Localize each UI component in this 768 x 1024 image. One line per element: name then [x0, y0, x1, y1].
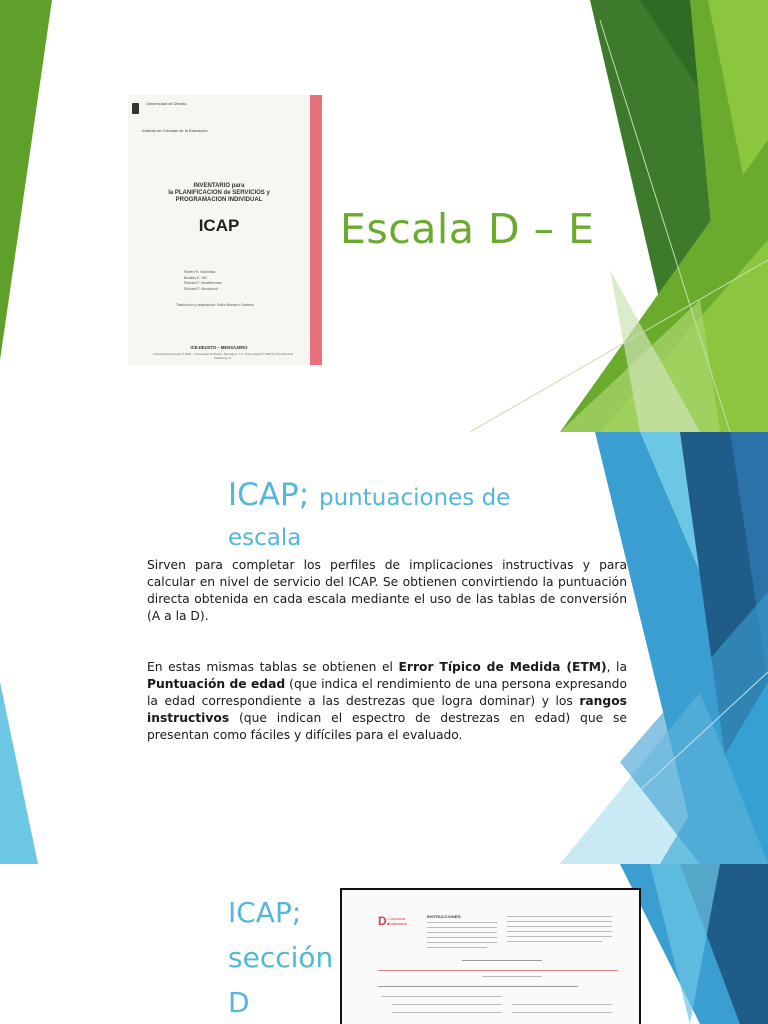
- doc-text-line: [482, 976, 542, 977]
- doc-text-line: [427, 922, 497, 923]
- doc-text-line: [507, 936, 612, 937]
- heading-line: D: [228, 986, 250, 1019]
- doc-section-subtitle: Conducta Adaptativa: [388, 916, 407, 926]
- doc-text-line: [512, 1012, 612, 1013]
- doc-text-line: [462, 960, 542, 961]
- document-scan-image: [340, 888, 641, 1024]
- doc-text-line: [427, 947, 487, 948]
- p2-bold-rangos: rangos instructivos: [147, 694, 627, 725]
- university-logo-icon: [132, 103, 139, 114]
- cover-university: Universidad de Deusto: [146, 101, 187, 106]
- cover-inv-line-3: PROGRAMACION INDIVIDUAL: [175, 197, 263, 203]
- p2-text: En estas mismas tablas se obtienen el: [147, 660, 399, 674]
- slide-puntuaciones: [0, 432, 768, 864]
- cover-author: Richard F. Woodcock: [184, 286, 218, 291]
- section-heading-d: [228, 890, 333, 1024]
- slide-cover: [0, 0, 768, 432]
- cover-author: Richard F. Weatherman: [184, 281, 222, 285]
- heading-line: sección: [228, 941, 334, 974]
- paragraph-1: Sirven para completar los perfiles de implicaciones instructivas y para calcular en nivel de servicio del ICAP. Se obtienen convirtiendo la puntuación directa obtenida en cada escala mediante el uso de las tablas de conversión (A a la D).: [147, 558, 627, 623]
- doc-text-line: [427, 927, 497, 928]
- slide-seccion-d: [0, 864, 768, 1024]
- p2-bold-etm: Error Típico de Medida (ETM): [398, 660, 607, 674]
- cover-author: Robert H. Bruininks: [184, 270, 216, 274]
- cover-inventory-title: [128, 183, 310, 204]
- cover-institute: Instituto de Ciencias de la Educación: [142, 128, 208, 133]
- p2-text: , la: [606, 660, 627, 674]
- section-heading: [228, 476, 588, 559]
- doc-text-line: [427, 942, 497, 943]
- doc-text-line: [392, 1012, 502, 1013]
- cover-inv-line-2: la PLANIFICACION de SERVICIOS y: [168, 190, 270, 196]
- cover-spine-strip: [310, 95, 322, 365]
- p2-text: (que indica el rendimiento de una persona expresando la edad correspondiente a las destrezas que logra dominar) y los: [147, 677, 628, 708]
- slide-title: Escala D – E: [340, 205, 595, 253]
- doc-text-line: [392, 1004, 502, 1005]
- doc-divider: [378, 970, 618, 971]
- cover-author: Bradley K. Hill: [184, 275, 207, 280]
- book-cover-image: [128, 95, 322, 365]
- heading-line: ICAP;: [228, 896, 302, 929]
- cover-inv-line-1: INVENTARIO para: [193, 183, 245, 189]
- p2-text: (que indican el espectro de destrezas en edad) que se presentan como fáciles y difíciles para el evaluado.: [147, 711, 627, 742]
- p2-bold-edad: Puntuación de edad: [147, 677, 286, 691]
- cover-publisher: ICE-DEUSTO – MENSAJERO: [190, 345, 248, 350]
- doc-text-line: [507, 921, 612, 922]
- doc-text-line: [382, 996, 502, 997]
- paragraph-2: [147, 659, 627, 744]
- cover-authors: [184, 270, 274, 292]
- cover-translation: Traducción y adaptación: Sofía Montero Centeno: [176, 303, 255, 307]
- cover-copyright: Universidad de Deusto © 1993 – Universidad de Deusto, Mensajero, S.A. Título original © 1986 by The Riverside Publishing Co.: [152, 352, 294, 360]
- cover-acronym: ICAP: [198, 216, 240, 235]
- doc-text-line: [507, 931, 612, 932]
- doc-text-line: [507, 941, 602, 942]
- doc-text-line: [507, 926, 612, 927]
- doc-text-line: [427, 937, 497, 938]
- doc-section-letter: D.: [378, 914, 390, 928]
- doc-text-line: [427, 932, 497, 933]
- doc-text-line: [378, 986, 578, 987]
- heading-icap: ICAP;: [228, 477, 319, 513]
- heading-subtitle: puntuaciones de escala: [228, 485, 511, 551]
- doc-instructions-heading: INSTRUCCIONES:: [427, 914, 462, 919]
- doc-text-line: [512, 1004, 612, 1005]
- doc-text-line: [507, 916, 612, 917]
